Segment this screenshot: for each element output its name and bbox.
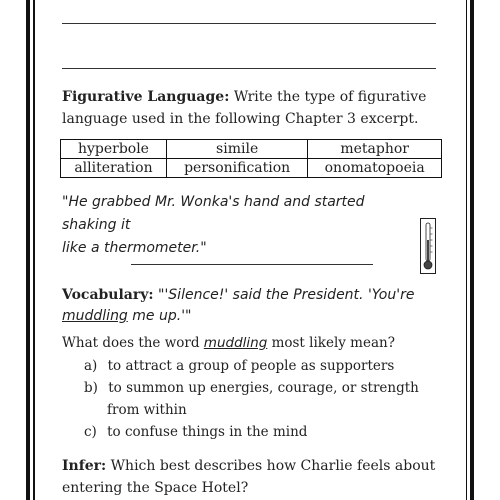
vocabulary-quote-part2: me up.'" (127, 308, 192, 324)
option-c[interactable] (84, 421, 307, 443)
term-row-2 (61, 159, 442, 178)
option-b-continued (107, 399, 187, 421)
option-text: to summon up energies, courage, or strength (108, 380, 419, 396)
option-letter: c) (84, 424, 97, 440)
vocabulary-quote-line-2 (62, 305, 191, 327)
term-bank-table (60, 139, 442, 178)
vocabulary-question-word: muddling (203, 335, 268, 351)
figurative-instruction-1: Write the type of figurative (233, 89, 427, 105)
answer-line-1[interactable] (62, 23, 436, 24)
page-border-right (470, 0, 474, 500)
option-a[interactable] (84, 355, 394, 377)
page-border-left-inner (33, 0, 35, 500)
term-cell: metaphor (308, 140, 442, 159)
option-letter: a) (84, 358, 98, 374)
option-text: from within (107, 402, 187, 418)
figurative-answer-line[interactable] (131, 264, 373, 265)
term-cell: alliteration (61, 159, 167, 178)
term-cell: personification (166, 159, 307, 178)
infer-label: Infer: (62, 458, 107, 474)
term-cell: hyperbole (61, 140, 167, 159)
excerpt-line-2: like a thermometer." (62, 240, 207, 256)
vocabulary-heading (62, 284, 414, 306)
page-border-left (26, 0, 30, 500)
answer-line-2[interactable] (62, 68, 436, 69)
thermometer-icon (420, 218, 436, 274)
vocabulary-question-part2: most likely mean? (267, 335, 395, 351)
infer-question-2: entering the Space Hotel? (62, 480, 249, 496)
infer-heading (62, 455, 435, 477)
figurative-heading (62, 86, 426, 108)
term-row-1 (61, 140, 442, 159)
term-cell: onomatopoeia (308, 159, 442, 178)
figurative-instruction-2: language used in the following Chapter 3 excerpt. (62, 111, 419, 127)
vocabulary-quote-word: muddling (62, 308, 128, 324)
vocabulary-quote-part1: "'Silence!' said the President. 'You're (158, 287, 415, 303)
page-border-right-inner (466, 0, 468, 500)
excerpt-line-1: "He grabbed Mr. Wonka's hand and started shaking it (62, 194, 365, 233)
vocabulary-question-part1: What does the word (62, 335, 204, 351)
figurative-label: Figurative Language: (62, 89, 230, 105)
option-letter: b) (84, 380, 98, 396)
vocabulary-question (62, 332, 395, 354)
option-text: to attract a group of people as supporters (107, 358, 395, 374)
option-b[interactable] (84, 377, 419, 399)
excerpt-quote (62, 191, 422, 260)
term-cell: simile (166, 140, 307, 159)
infer-question-1: Which best describes how Charlie feels about (110, 458, 436, 474)
option-text: to confuse things in the mind (107, 424, 308, 440)
vocabulary-label: Vocabulary: (62, 287, 154, 303)
